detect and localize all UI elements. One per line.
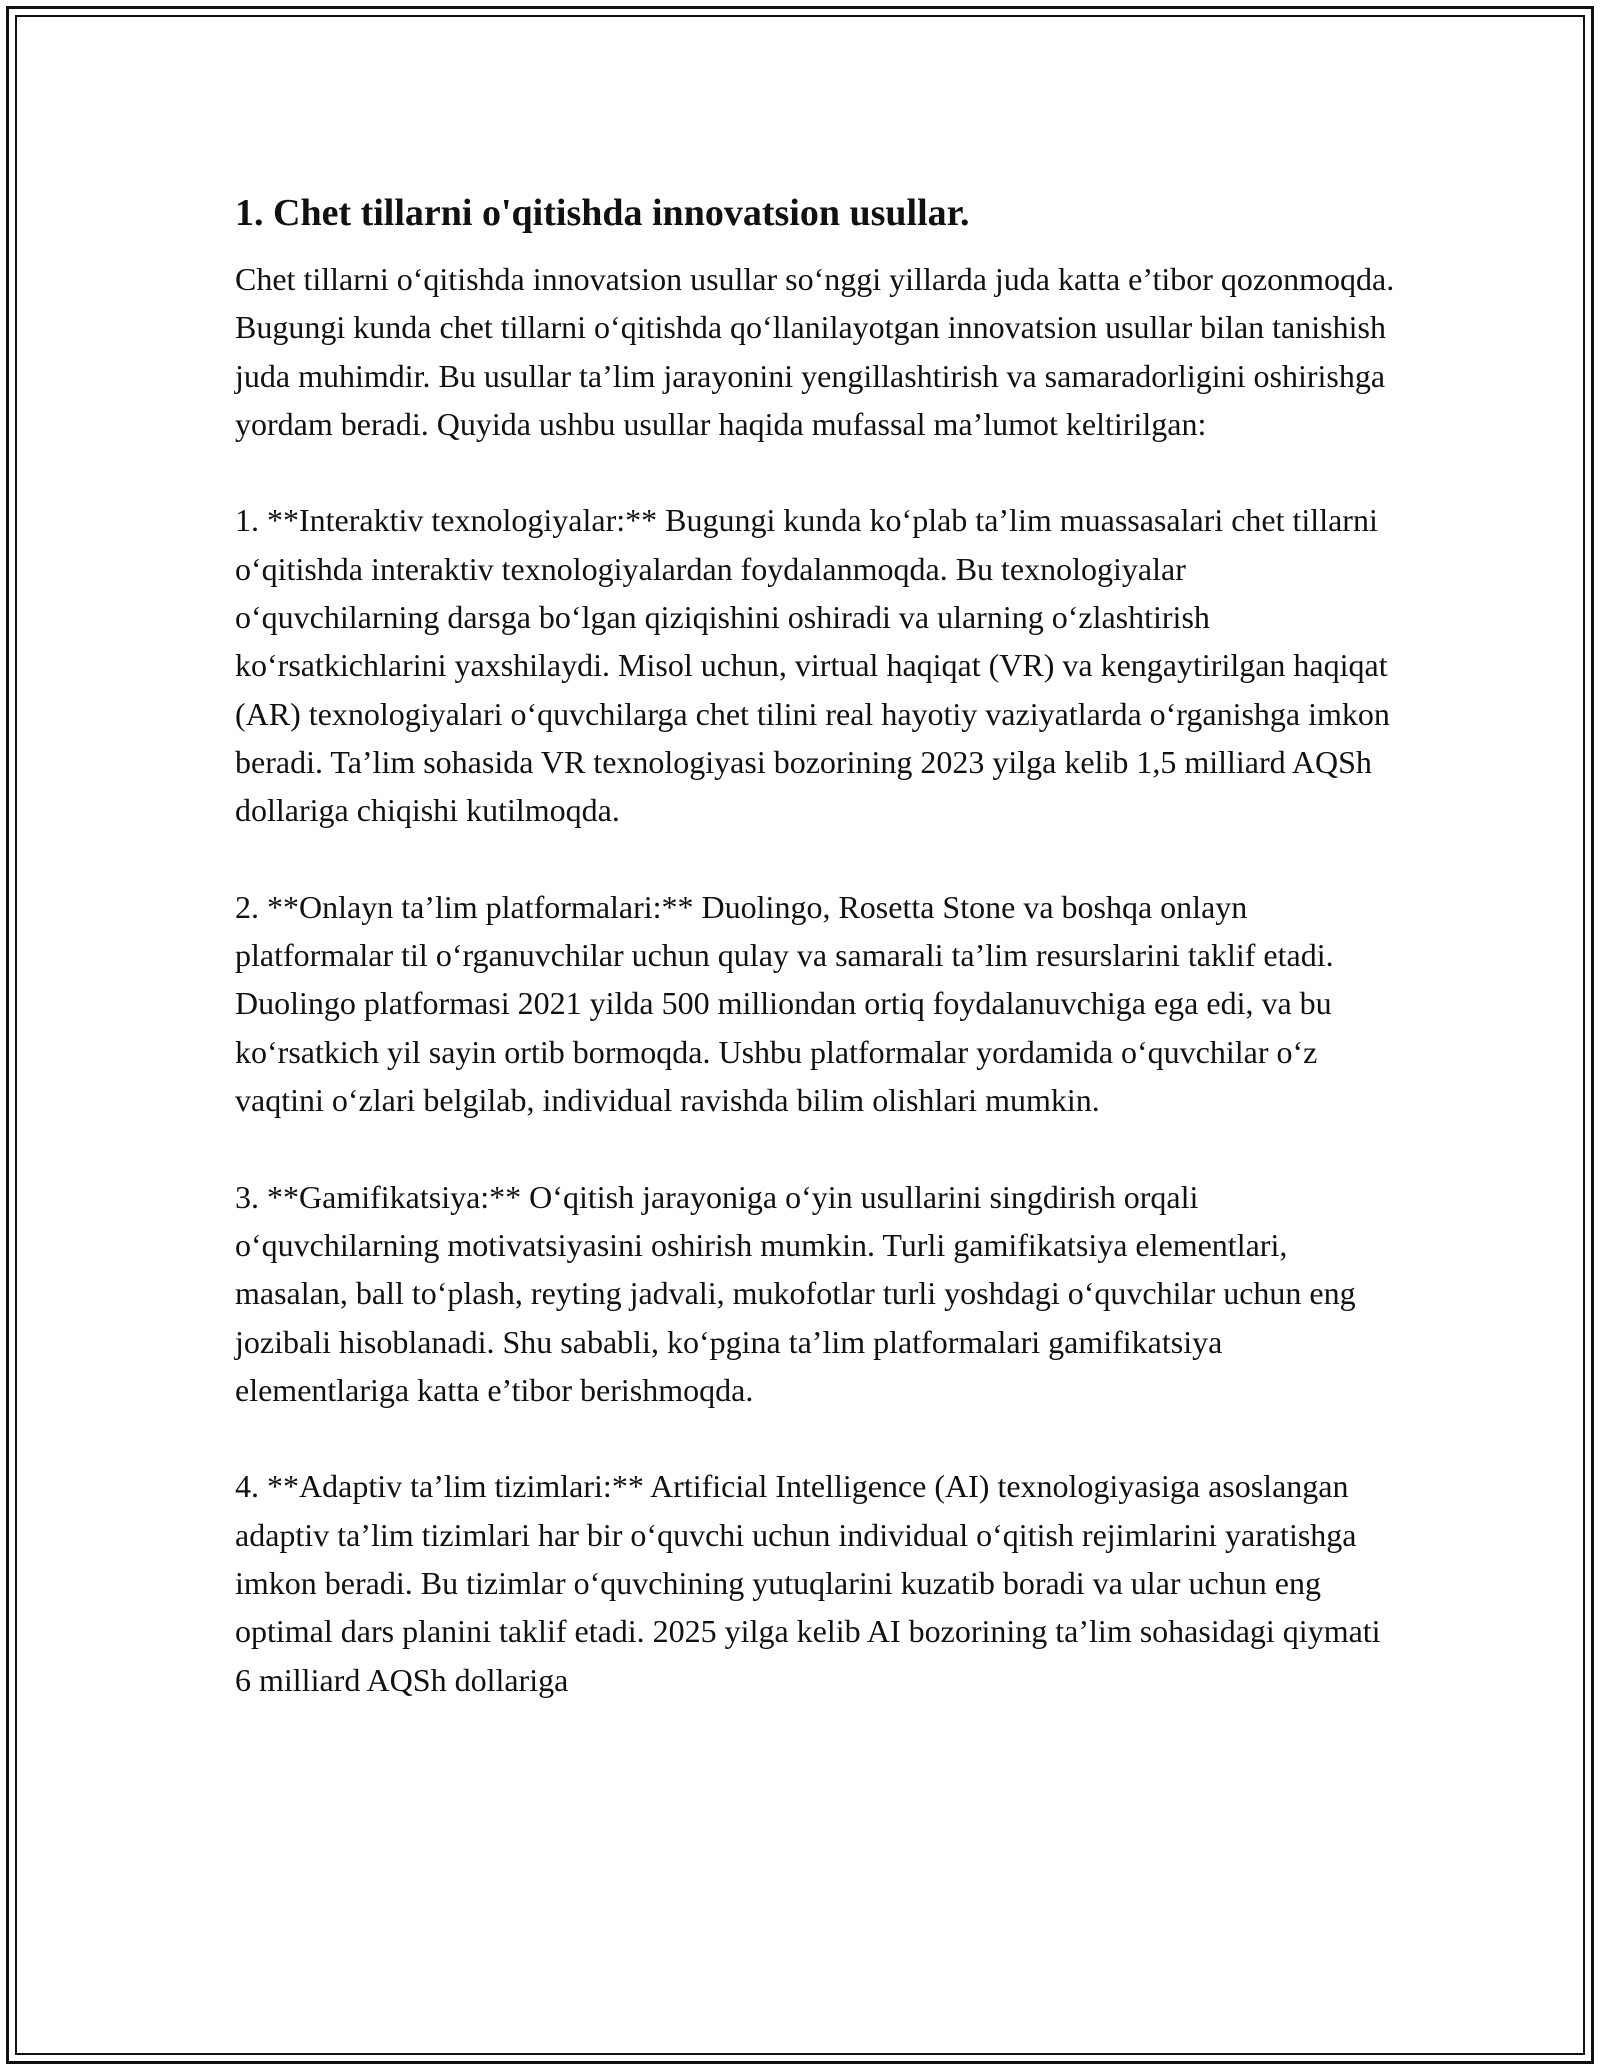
paragraph-adaptive-systems: 4. **Adaptiv ta’lim tizimlari:** Artificial Intelligence (AI) texnologiyasiga asoslangan adaptiv ta’lim tizimlari har bir o‘quvchi uchun individual o‘qitish rejimlarini yaratishga imkon beradi. Bu tizimlar o‘quvchining yutuqlarini kuzatib boradi va ular uchun eng optimal dars planini taklif etadi. 2025 yilga kelib AI bozorining ta’lim sohasidagi qiymati 6 milliard AQSh dollariga: [235, 1468, 1381, 1698]
document-body: [235, 185, 1395, 1752]
paragraph-online-platforms: 2. **Onlayn ta’lim platformalari:** Duolingo, Rosetta Stone va boshqa onlayn platformalar til o‘rganuvchilar uchun qulay va samarali ta’lim resurslarini taklif etadi. Duolingo platformasi 2021 yilda 500 milliondan ortiq foydalanuvchiga ega edi, va bu ko‘rsatkich yil sayin ortib bormoqda. Ushbu platformalar yordamida o‘quvchilar o‘z vaqtini o‘zlari belgilab, individual ravishda bilim olishlari mumkin.: [235, 888, 1334, 1119]
intro-paragraph: Chet tillarni o‘qitishda innovatsion usullar so‘nggi yillarda juda katta e’tibor qozonmoqda. Bugungi kunda chet tillarni o‘qitishda qo‘llanilayotgan innovatsion usullar bilan tanishish juda muhimdir. Bu usullar ta’lim jarayonini yengillashtirish va samaradorligini oshirishga yordam beradi. Quyida ushbu usullar haqida mufassal ma’lumot keltirilgan:: [235, 261, 1395, 442]
section-heading: 1. Chet tillarni o'qitishda innovatsion usullar.: [235, 192, 970, 234]
paragraph-interactive-technologies: 1. **Interaktiv texnologiyalar:** Bugungi kunda ko‘plab ta’lim muassasalari chet tillarni o‘qitishda interaktiv texnologiyalardan foydalanmoqda. Bu texnologiyalar o‘quvchilarning darsga bo‘lgan qiziqishini oshiradi va ularning o‘zlashtirish ko‘rsatkichlarini yaxshilaydi. Misol uchun, virtual haqiqat (VR) va kengaytirilgan haqiqat (AR) texnologiyalari o‘quvchilarga chet tilini real hayotiy vaziyatlarda o‘rganishga imkon beradi. Ta’lim sohasida VR texnologiyasi bozorining 2023 yilga kelib 1,5 milliard AQSh dollariga chiqishi kutilmoqda.: [235, 502, 1390, 829]
paragraph-gamification: 3. **Gamifikatsiya:** O‘qitish jarayoniga o‘yin usullarini singdirish orqali o‘quvchilarning motivatsiyasini oshirish mumkin. Turli gamifikatsiya elementlari, masalan, ball to‘plash, reyting jadvali, mukofotlar turli yoshdagi o‘quvchilar uchun eng jozibali hisoblanadi. Shu sababli, ko‘pgina ta’lim platformalari gamifikatsiya elementlariga katta e’tibor berishmoqda.: [235, 1178, 1356, 1408]
